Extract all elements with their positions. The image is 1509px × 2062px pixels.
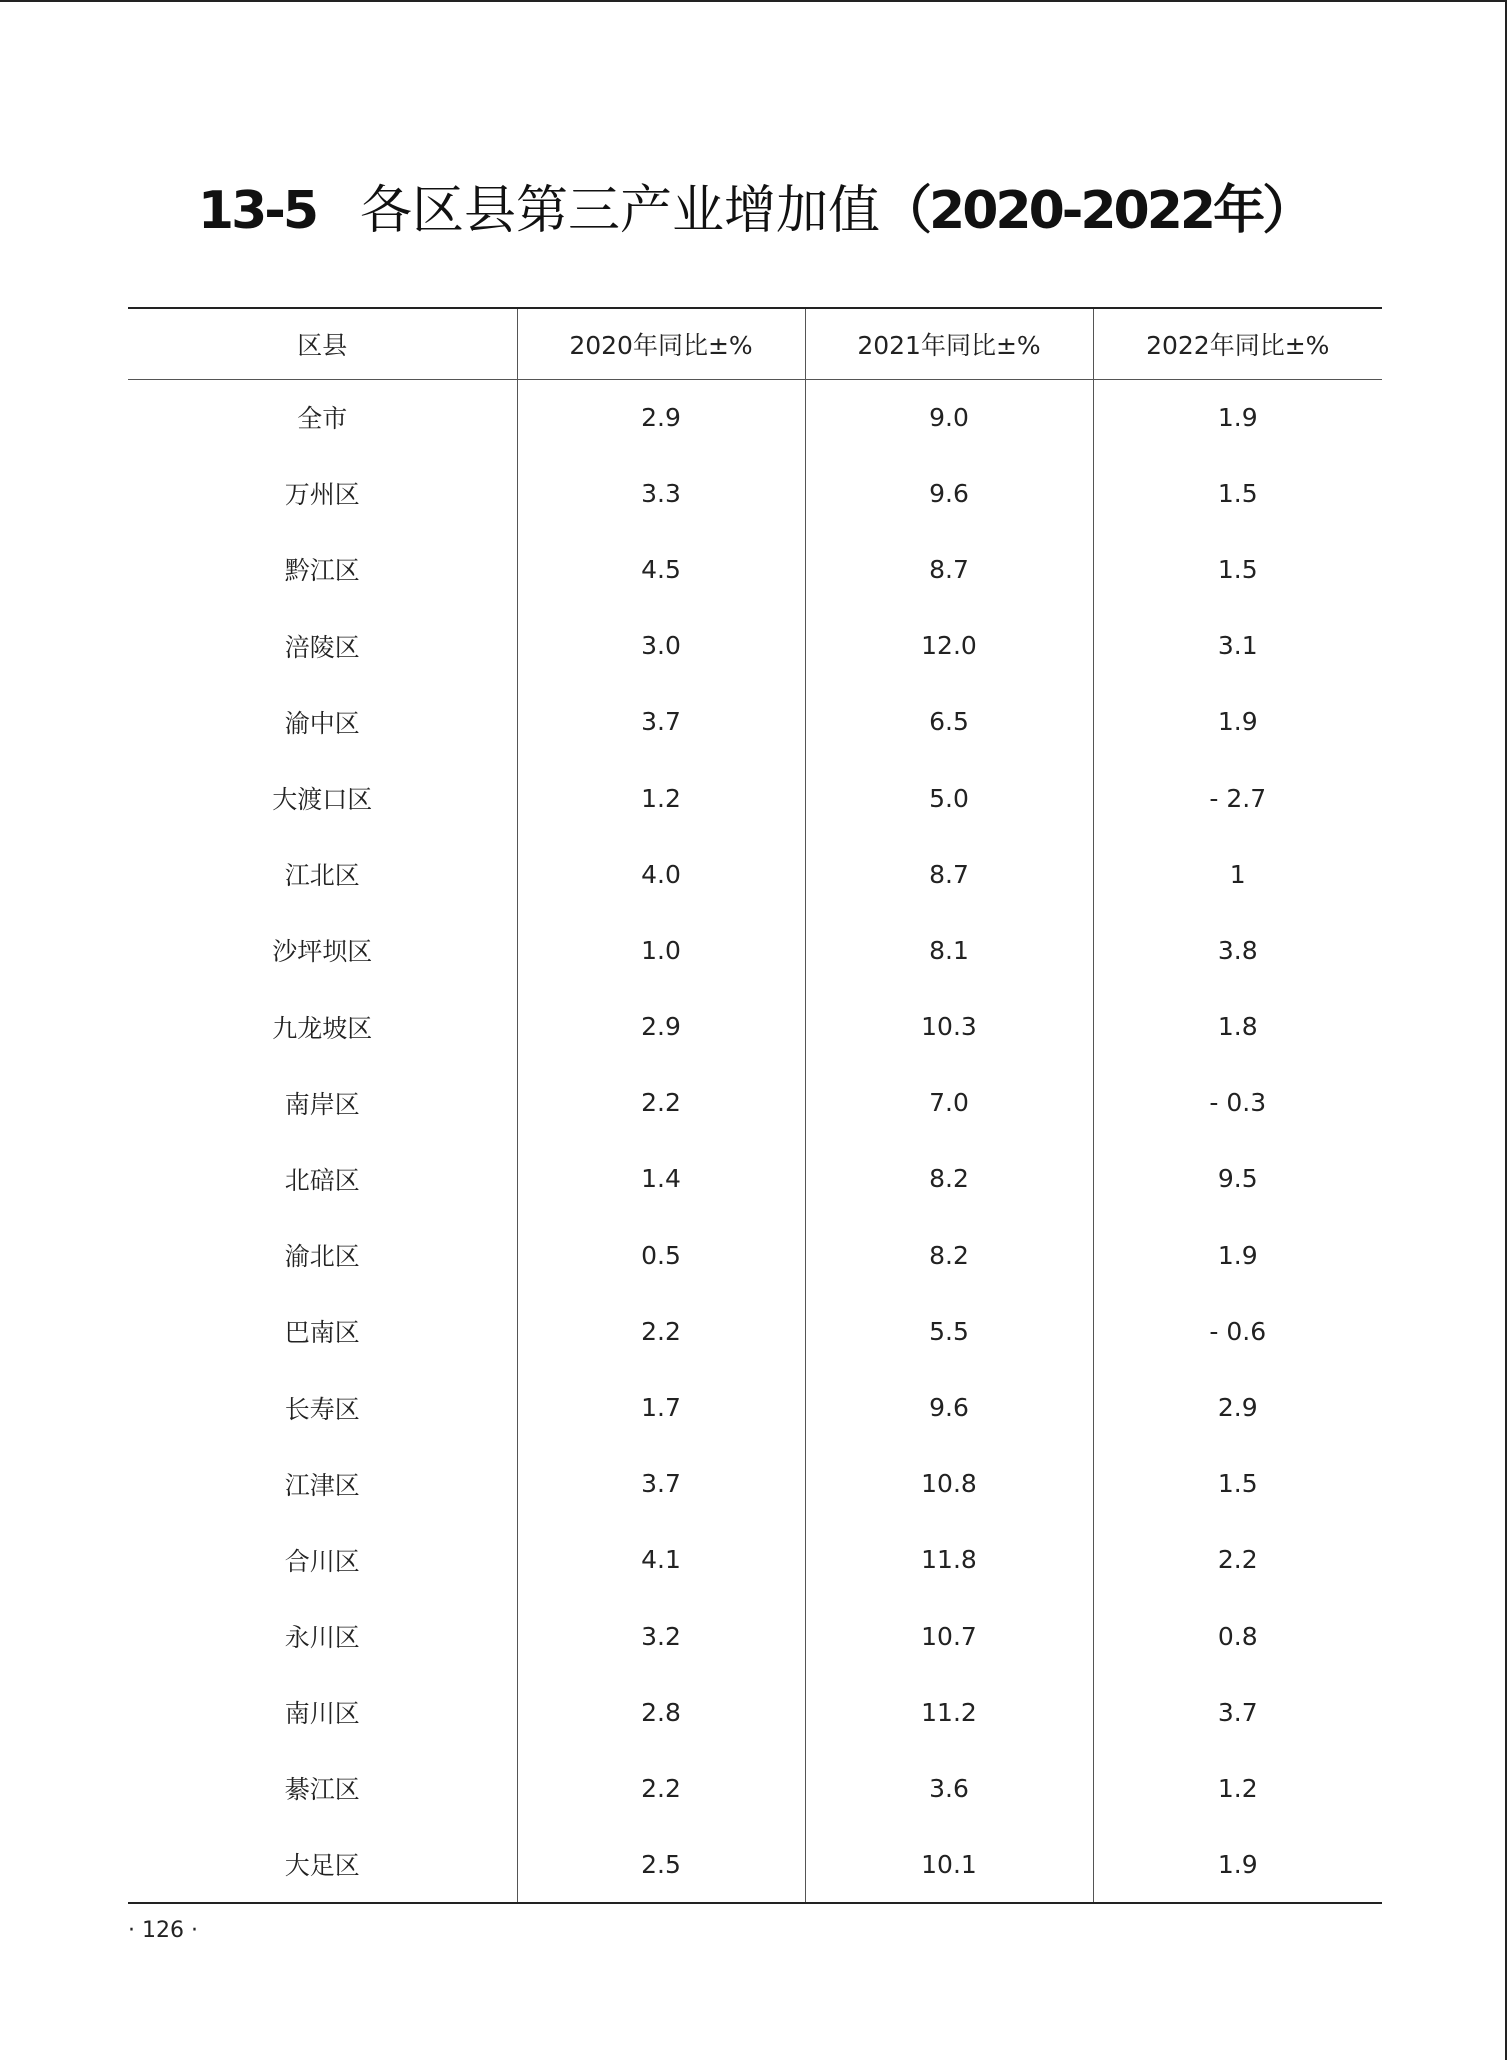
cell-2022: 1	[1229, 859, 1246, 889]
cell-2020: 4.0	[517, 836, 805, 912]
cell-region: 渝北区	[128, 1217, 517, 1293]
table-row	[128, 760, 1382, 836]
cell-region: 九龙坡区	[128, 989, 517, 1065]
cell-2021: 7.0	[805, 1065, 1093, 1141]
cell-2022: - 0.3	[1209, 1088, 1267, 1118]
cell-2020: 4.5	[517, 531, 805, 607]
cell-region: 万州区	[128, 455, 517, 531]
cell-2021: 8.7	[805, 836, 1093, 912]
cell-2020: 4.1	[517, 1522, 805, 1598]
page-number: · 126 ·	[128, 1918, 198, 1943]
cell-2021: 12.0	[805, 608, 1093, 684]
cell-region: 永川区	[128, 1598, 517, 1674]
data-table	[128, 307, 1382, 1904]
header-2022: 2022年同比±%	[1093, 308, 1382, 379]
cell-2021: 9.6	[805, 1369, 1093, 1445]
cell-2020: 0.5	[517, 1217, 805, 1293]
table-row	[128, 531, 1382, 607]
cell-2021: 9.6	[805, 455, 1093, 531]
cell-region: 沙坪坝区	[128, 912, 517, 988]
cell-region: 涪陵区	[128, 608, 517, 684]
cell-2022: 2.2	[1217, 1545, 1258, 1575]
table-row	[128, 455, 1382, 531]
cell-2022: - 2.7	[1209, 783, 1267, 813]
cell-2020: 1.4	[517, 1141, 805, 1217]
title-text: 各区县第三产业增加值	[360, 181, 881, 241]
table-row	[128, 1750, 1382, 1826]
cell-2022: 1.2	[1217, 1773, 1258, 1803]
cell-2020: 2.2	[517, 1293, 805, 1369]
cell-2022: 3.8	[1217, 935, 1258, 965]
cell-2021: 9.0	[805, 379, 1093, 455]
cell-region: 大足区	[128, 1827, 517, 1903]
table-row	[128, 836, 1382, 912]
table-header-row	[128, 308, 1382, 379]
table-row	[128, 1446, 1382, 1522]
cell-2022: - 0.6	[1209, 1316, 1267, 1346]
header-2020: 2020年同比±%	[517, 308, 805, 379]
title-years: （2020-2022年）	[880, 181, 1312, 241]
cell-2022: 1.9	[1217, 1240, 1258, 1270]
table-row	[128, 1141, 1382, 1217]
cell-2021: 8.7	[805, 531, 1093, 607]
cell-2022: 9.5	[1217, 1164, 1258, 1194]
cell-2020: 2.9	[517, 379, 805, 455]
cell-2020: 1.7	[517, 1369, 805, 1445]
cell-region: 南川区	[128, 1674, 517, 1750]
cell-2022: 3.7	[1217, 1697, 1258, 1727]
cell-2021: 10.3	[805, 989, 1093, 1065]
header-region: 区县	[128, 308, 517, 379]
cell-2021: 11.2	[805, 1674, 1093, 1750]
cell-2020: 3.3	[517, 455, 805, 531]
cell-region: 綦江区	[128, 1750, 517, 1826]
cell-2020: 2.8	[517, 1674, 805, 1750]
table-row	[128, 1827, 1382, 1903]
cell-region: 黔江区	[128, 531, 517, 607]
cell-2021: 6.5	[805, 684, 1093, 760]
data-table-container	[128, 307, 1382, 1904]
cell-2020: 3.7	[517, 684, 805, 760]
cell-2022: 1.5	[1217, 478, 1258, 508]
cell-region: 渝中区	[128, 684, 517, 760]
table-row	[128, 1217, 1382, 1293]
cell-2022: 0.8	[1217, 1621, 1258, 1651]
table-row	[128, 1522, 1382, 1598]
cell-2020: 3.7	[517, 1446, 805, 1522]
cell-region: 北碚区	[128, 1141, 517, 1217]
cell-region: 江津区	[128, 1446, 517, 1522]
table-row	[128, 1598, 1382, 1674]
cell-2020: 2.9	[517, 989, 805, 1065]
table-row	[128, 1293, 1382, 1369]
cell-2021: 10.1	[805, 1827, 1093, 1903]
cell-2020: 1.0	[517, 912, 805, 988]
cell-2020: 3.2	[517, 1598, 805, 1674]
cell-2022: 1.9	[1093, 1827, 1382, 1903]
cell-2021: 8.1	[805, 912, 1093, 988]
cell-2021: 8.2	[805, 1141, 1093, 1217]
table-body	[128, 379, 1382, 1903]
table-number: 13-5	[197, 181, 317, 241]
cell-2020: 3.0	[517, 608, 805, 684]
table-row	[128, 1065, 1382, 1141]
cell-2021: 5.0	[805, 760, 1093, 836]
cell-2021: 11.8	[805, 1522, 1093, 1598]
table-row	[128, 1674, 1382, 1750]
cell-2021: 3.6	[805, 1750, 1093, 1826]
cell-region: 巴南区	[128, 1293, 517, 1369]
cell-2021: 10.7	[805, 1598, 1093, 1674]
cell-2021: 10.8	[805, 1446, 1093, 1522]
table-row	[128, 989, 1382, 1065]
cell-2022: 2.9	[1217, 1393, 1258, 1423]
table-row	[128, 684, 1382, 760]
cell-2021: 5.5	[805, 1293, 1093, 1369]
cell-2022: 1.5	[1217, 554, 1258, 584]
table-row	[128, 912, 1382, 988]
cell-region: 合川区	[128, 1522, 517, 1598]
cell-region: 全市	[128, 379, 517, 455]
cell-2020: 2.5	[517, 1827, 805, 1903]
cell-2021: 8.2	[805, 1217, 1093, 1293]
table-row	[128, 1369, 1382, 1445]
cell-2022: 1.8	[1217, 1012, 1258, 1042]
cell-region: 江北区	[128, 836, 517, 912]
cell-2020: 2.2	[517, 1750, 805, 1826]
cell-2020: 2.2	[517, 1065, 805, 1141]
cell-2022: 3.1	[1217, 631, 1258, 661]
header-2021: 2021年同比±%	[805, 308, 1093, 379]
page-title	[0, 176, 1509, 246]
cell-2022: 1.9	[1217, 707, 1258, 737]
cell-2022: 1.9	[1217, 402, 1258, 432]
cell-region: 南岸区	[128, 1065, 517, 1141]
cell-2022: 1.5	[1217, 1469, 1258, 1499]
table-row	[128, 379, 1382, 455]
table-row	[128, 608, 1382, 684]
cell-region: 大渡口区	[128, 760, 517, 836]
cell-2020: 1.2	[517, 760, 805, 836]
cell-region: 长寿区	[128, 1369, 517, 1445]
